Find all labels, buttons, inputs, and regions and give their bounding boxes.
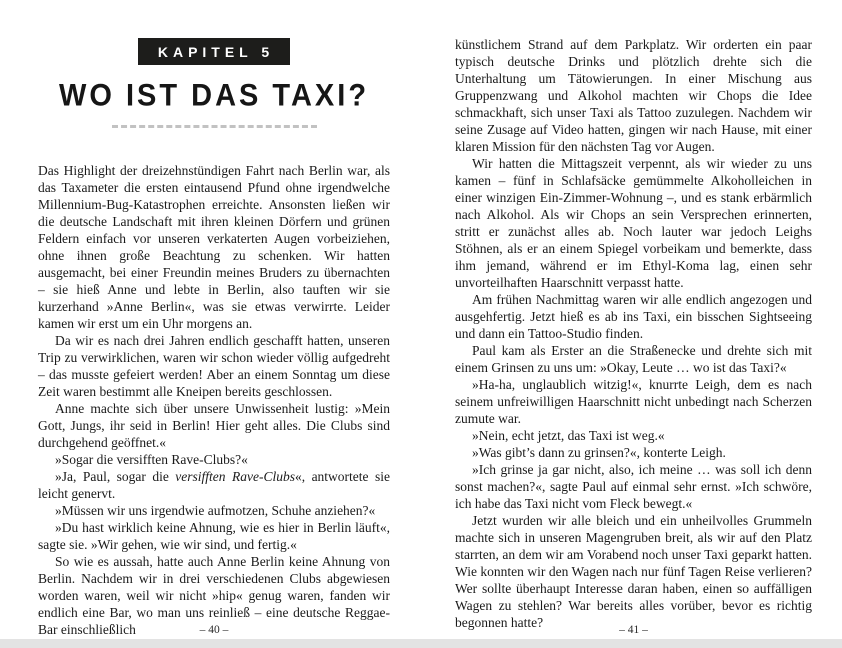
paragraph: »Du hast wirklich keine Ahnung, wie es hier in Berlin läuft«, sagte sie. »Wir gehen, wie wir sind, und fertig.« — [38, 520, 390, 552]
paragraph: »Ich grinse ja gar nicht, also, ich meine … was soll ich denn sonst machen?«, sagte Paul auf einmal sehr ernst. »Ich schwöre, ich habe das Taxi nicht vom Fleck bewegt.« — [455, 462, 812, 511]
photo-bottom-edge — [0, 639, 842, 648]
paragraph: »Ja, Paul, sogar die versifften Rave-Clubs«, antwortete sie leicht genervt. — [38, 469, 390, 501]
right-page-body — [455, 0, 812, 631]
paragraph: Anne machte sich über unsere Unwissenheit lustig: »Mein Gott, Jungs, ihr seid in Berlin! Hier geht alles. Die Clubs sind durchgehend geöffnet.« — [38, 401, 390, 450]
paragraph: Am frühen Nachmittag waren wir alle endlich angezogen und ausgehfertig. Jetzt hieß es ab ins Taxi, ein bisschen Sightseeing und dann ein Tattoo-Studio finden. — [455, 292, 812, 341]
paragraph: »Ha-ha, unglaublich witzig!«, knurrte Leigh, dem es nach seinem unfreiwilligen Haarschnitt nicht unbedingt nach Scherzen zumute war. — [455, 377, 812, 426]
chapter-header — [38, 0, 390, 128]
paragraph: Wir hatten die Mittagszeit verpennt, als wir wieder zu uns kamen – fünf in Schlafsäcke gemümmelte Alkoholleichen in einer winzigen Ein-Zimmer-Wohnung –, und es stank erbärmlich nach Alkohol. Als wir Chops an sein Versprechen erinnerten, stritt er zunächst alles ab. Noch lauter war jedoch Leighs Stöhnen, als er an einem Spiegel vorbeikam und bemerkte, dass ihm jemand, während er im Ethyl-Koma lag, einen sehr unvorteilhaften Haarschnitt verpasst hatte. — [455, 156, 812, 290]
paragraph: »Nein, echt jetzt, das Taxi ist weg.« — [472, 428, 665, 443]
paragraph: So wie es aussah, hatte auch Anne Berlin keine Ahnung von Berlin. Nachdem wir in drei verschiedenen Clubs abgewiesen worden waren, weil wir nicht »hip« genug waren, fanden wir endlich eine Bar, wo man uns reinließ – eine deutsche Reggae-Bar einschließlich — [38, 554, 390, 637]
paragraph: Paul kam als Erster an die Straßenecke und drehte sich mit einem Grinsen zu uns um: »Okay, Leute … wo ist das Taxi?« — [455, 343, 812, 375]
right-page-number: – 41 – — [619, 624, 648, 636]
paragraph: Jetzt wurden wir alle bleich und ein unheilvolles Grummeln machte sich in unseren Magengruben breit, als wir auf den Platz starrten, an dem wir am Vorabend noch unser Taxi geparkt hatten. Wie konnten wir den Wagen nach nur fünf Tagen Reise verlieren? Wer sollte überhaupt Interesse daran haben, einen so auffälligen Wagen zu stehlen? War bereits alles vorüber, bevor es richtig begonnen hatte? — [455, 513, 812, 630]
chapter-label-badge: KAPITEL 5 — [138, 38, 290, 65]
paragraph: Das Highlight der dreizehnstündigen Fahrt nach Berlin war, als das Taxameter die ersten eintausend Pfund ohne irgendwelche Millennium-Bug-Katastrophen erreichte. Ansonsten ließen wir die deutsche Landschaft mit ihren kleinen Dörfern und grünen Feldern einfach vor unseren verkaterten Augen vorbeiziehen, ohne ihnen große Beachtung zu schenken. Wir hatten ausgemacht, bei einer Freundin meines Bruders zu übernachten – sie hieß Anne und lebte in Berlin, also tauften wir sie kurzerhand »Anne Berlin«, was sie etwas verwirrte. Leider kamen wir erst um ein Uhr morgens an. — [38, 163, 390, 331]
page-left — [38, 0, 390, 648]
chapter-title: WO IST DAS TAXI? — [58, 78, 370, 114]
paragraph: »Was gibt’s dann zu grinsen?«, konterte Leigh. — [472, 445, 726, 460]
paragraph: Da wir es nach drei Jahren endlich geschafft hatten, unseren Trip zu verwirklichen, waren wir schon wieder völlig aufgedreht – das musste gefeiert werden! Aber an einem Sonntag um diese Zeit waren bestimmt alle Kneipen bereits geschlossen. — [38, 333, 390, 399]
left-page-number: – 40 – — [199, 624, 229, 636]
left-page-body — [38, 162, 390, 638]
title-divider — [112, 125, 317, 128]
page-right — [455, 0, 812, 648]
paragraph: künstlichem Strand auf dem Parkplatz. Wir orderten ein paar typisch deutsche Drinks und plötzlich drehte sich die Unterhaltung um Tätowierungen. In einer Mischung aus Gruppenzwang und Alkohol machten wir Chops die Idee schmackhaft, sich unser Taxi als Tattoo zuzulegen. Nachdem wir seine Zusage auf Video hatten, gingen wir nach Hause, mit einer klaren Mission für den nächsten Tag vor Augen. — [455, 37, 812, 154]
paragraph: »Sogar die versifften Rave-Clubs?« — [55, 452, 248, 467]
paragraph: »Müssen wir uns irgendwie aufmotzen, Schuhe anziehen?« — [55, 503, 376, 518]
